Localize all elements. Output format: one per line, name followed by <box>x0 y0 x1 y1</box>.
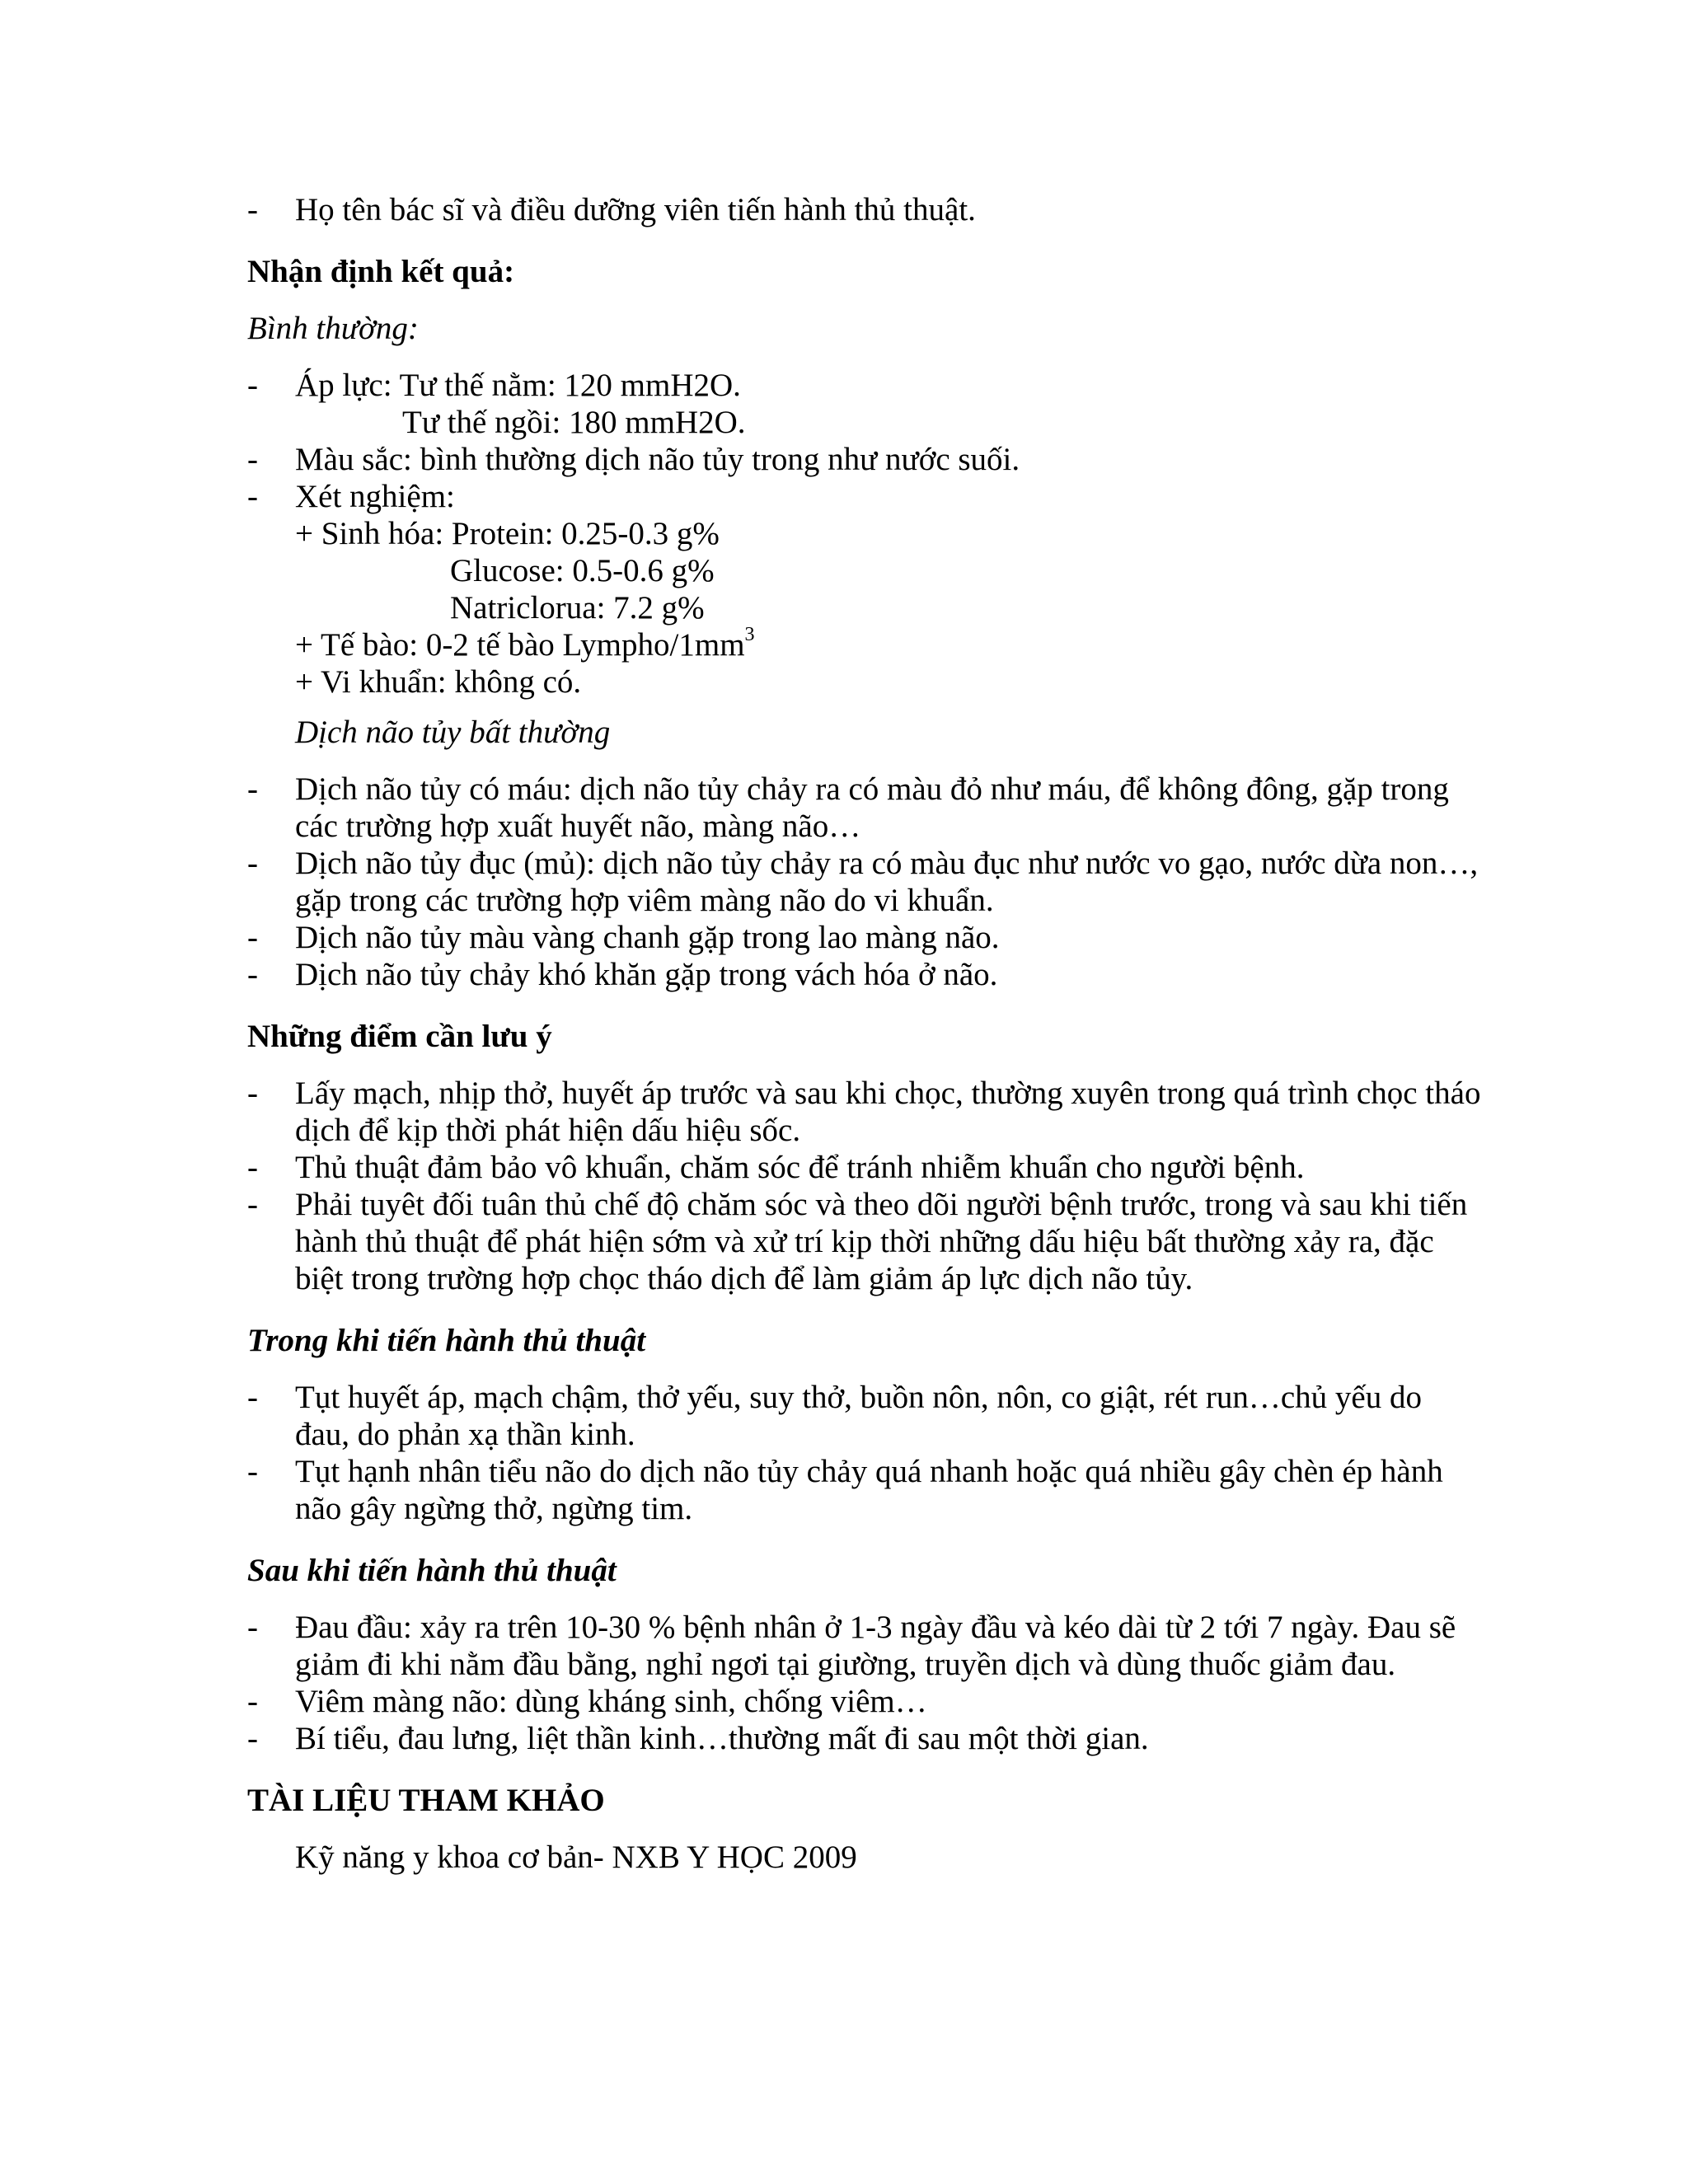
list-item <box>247 845 1484 919</box>
test-line-wrapper <box>247 589 1484 626</box>
bullet-dash: - <box>247 1150 258 1185</box>
list-item <box>247 1379 1484 1453</box>
bullet-dash: - <box>247 1610 258 1645</box>
bullet-dash: - <box>247 957 258 992</box>
item-text: Tụt huyết áp, mạch chậm, thở yếu, suy thở, buồn nôn, nôn, co giật, rét run…chủ yếu do đau, do phản xạ thần kinh. <box>295 1380 1422 1452</box>
item-text: Dịch não tủy đục (mủ): dịch não tủy chảy ra có màu đục như nước vo gạo, nước dừa non…, gặp trong các trường hợp viêm màng não do vi khuẩn. <box>295 846 1479 918</box>
superscript: 3 <box>744 624 755 645</box>
section-heading-ketqua: Nhận định kết quả: <box>247 254 515 289</box>
list-item <box>247 1149 1484 1186</box>
test-line <box>247 626 1484 663</box>
item-text: Lấy mạch, nhịp thở, huyết áp trước và sau khi chọc, thường xuyên trong quá trình chọc tháo dịch để kịp thời phát hiện dấu hiệu sốc. <box>295 1076 1481 1148</box>
item-text: Dịch não tủy màu vàng chanh gặp trong lao màng não. <box>295 920 1000 955</box>
section-heading-trongkhi: Trong khi tiến hành thủ thuật <box>247 1323 646 1358</box>
bullet-dash: - <box>247 1454 258 1489</box>
list-item <box>247 956 1484 993</box>
list-item <box>247 1453 1484 1527</box>
test-line: + Sinh hóa: Protein: 0.25-0.3 g% <box>295 516 720 551</box>
after-list <box>247 1609 1484 1757</box>
item-text: Tụt hạnh nhân tiểu não do dịch não tủy chảy quá nhanh hoặc quá nhiều gây chèn ép hành não gây ngừng thở, ngừng tim. <box>295 1454 1443 1526</box>
list-item <box>247 367 1484 404</box>
item-text: Thủ thuật đảm bảo vô khuẩn, chăm sóc để tránh nhiễm khuẩn cho người bệnh. <box>295 1150 1305 1185</box>
item-text: Phải tuyêt đối tuân thủ chế độ chăm sóc và theo dõi người bệnh trước, trong và sau khi tiến hành thủ thuật để phát hiện sớm và xử trí kịp thời những dấu hiệu bất thường xảy ra, đặc biệt trong trường hợp chọc tháo dịch để làm giảm áp lực dịch não tủy. <box>295 1187 1468 1296</box>
test-line: Glucose: 0.5-0.6 g% <box>450 553 715 588</box>
item-text: Xét nghiệm: <box>295 479 455 514</box>
list-item <box>247 1186 1484 1297</box>
test-line: + Vi khuẩn: không có. <box>295 664 582 700</box>
test-line-text: + Tế bào: 0-2 tế bào Lympho/1mm <box>295 627 745 663</box>
bullet-dash: - <box>247 192 258 227</box>
bullet-dash: - <box>247 771 258 807</box>
subheading-batthuong: Dịch não tủy bất thường <box>295 715 611 750</box>
bullet-dash: - <box>247 442 258 477</box>
document-page <box>247 191 1484 1876</box>
bullet-dash: - <box>247 920 258 955</box>
test-line-wrapper <box>247 552 1484 589</box>
notes-list <box>247 1075 1484 1297</box>
bullet-dash: - <box>247 1076 258 1111</box>
section-heading-luuy: Những điểm cần lưu ý <box>247 1019 552 1054</box>
list-item <box>247 478 1484 515</box>
bullet-dash: - <box>247 1684 258 1719</box>
list-item <box>247 441 1484 478</box>
item-text: Đau đầu: xảy ra trên 10-30 % bệnh nhân ở 1-3 ngày đầu và kéo dài từ 2 tới 7 ngày. Đau sẽ giảm đi khi nằm đầu bằng, nghỉ ngơi tại giường, truyền dịch và dùng thuốc giảm đau. <box>295 1610 1456 1682</box>
list-item <box>247 771 1484 845</box>
item-text: Màu sắc: bình thường dịch não tủy trong như nước suối. <box>295 442 1020 477</box>
bullet-dash: - <box>247 1721 258 1756</box>
reference-text: Kỹ năng y khoa cơ bản- NXB Y HỌC 2009 <box>295 1840 857 1875</box>
subheading-binhthuong: Bình thường: <box>247 311 419 346</box>
during-list <box>247 1379 1484 1527</box>
test-line: Natriclorua: 7.2 g% <box>450 590 705 626</box>
abnormal-list <box>247 771 1484 993</box>
item-continuation: Tư thế ngồi: 180 mmH2O. <box>402 405 746 440</box>
item-text: Viêm màng não: dùng kháng sinh, chống viêm… <box>295 1684 927 1719</box>
list-item <box>247 1075 1484 1149</box>
list-item <box>247 1683 1484 1720</box>
bullet-dash: - <box>247 1380 258 1415</box>
section-heading-saukhi: Sau khi tiến hành thủ thuật <box>247 1553 617 1588</box>
item-text: Áp lực: Tư thế nằm: 120 mmH2O. <box>295 368 741 403</box>
list-item <box>247 191 1484 228</box>
item-text: Dịch não tủy có máu: dịch não tủy chảy ra có màu đỏ như máu, để không đông, gặp trong các trường hợp xuất huyết não, màng não… <box>295 771 1449 844</box>
bullet-dash: - <box>247 479 258 514</box>
list-item <box>247 1609 1484 1683</box>
item-text: Họ tên bác sĩ và điều dưỡng viên tiến hành thủ thuật. <box>295 192 976 227</box>
list-item <box>247 919 1484 956</box>
bullet-dash: - <box>247 368 258 403</box>
item-text: Bí tiểu, đau lưng, liệt thần kinh…thường mất đi sau một thời gian. <box>295 1721 1149 1756</box>
list-item <box>247 1720 1484 1757</box>
section-heading-tailieu: TÀI LIỆU THAM KHẢO <box>247 1783 605 1818</box>
bullet-dash: - <box>247 846 258 881</box>
bullet-dash: - <box>247 1187 258 1222</box>
item-text: Dịch não tủy chảy khó khăn gặp trong vách hóa ở não. <box>295 957 998 992</box>
